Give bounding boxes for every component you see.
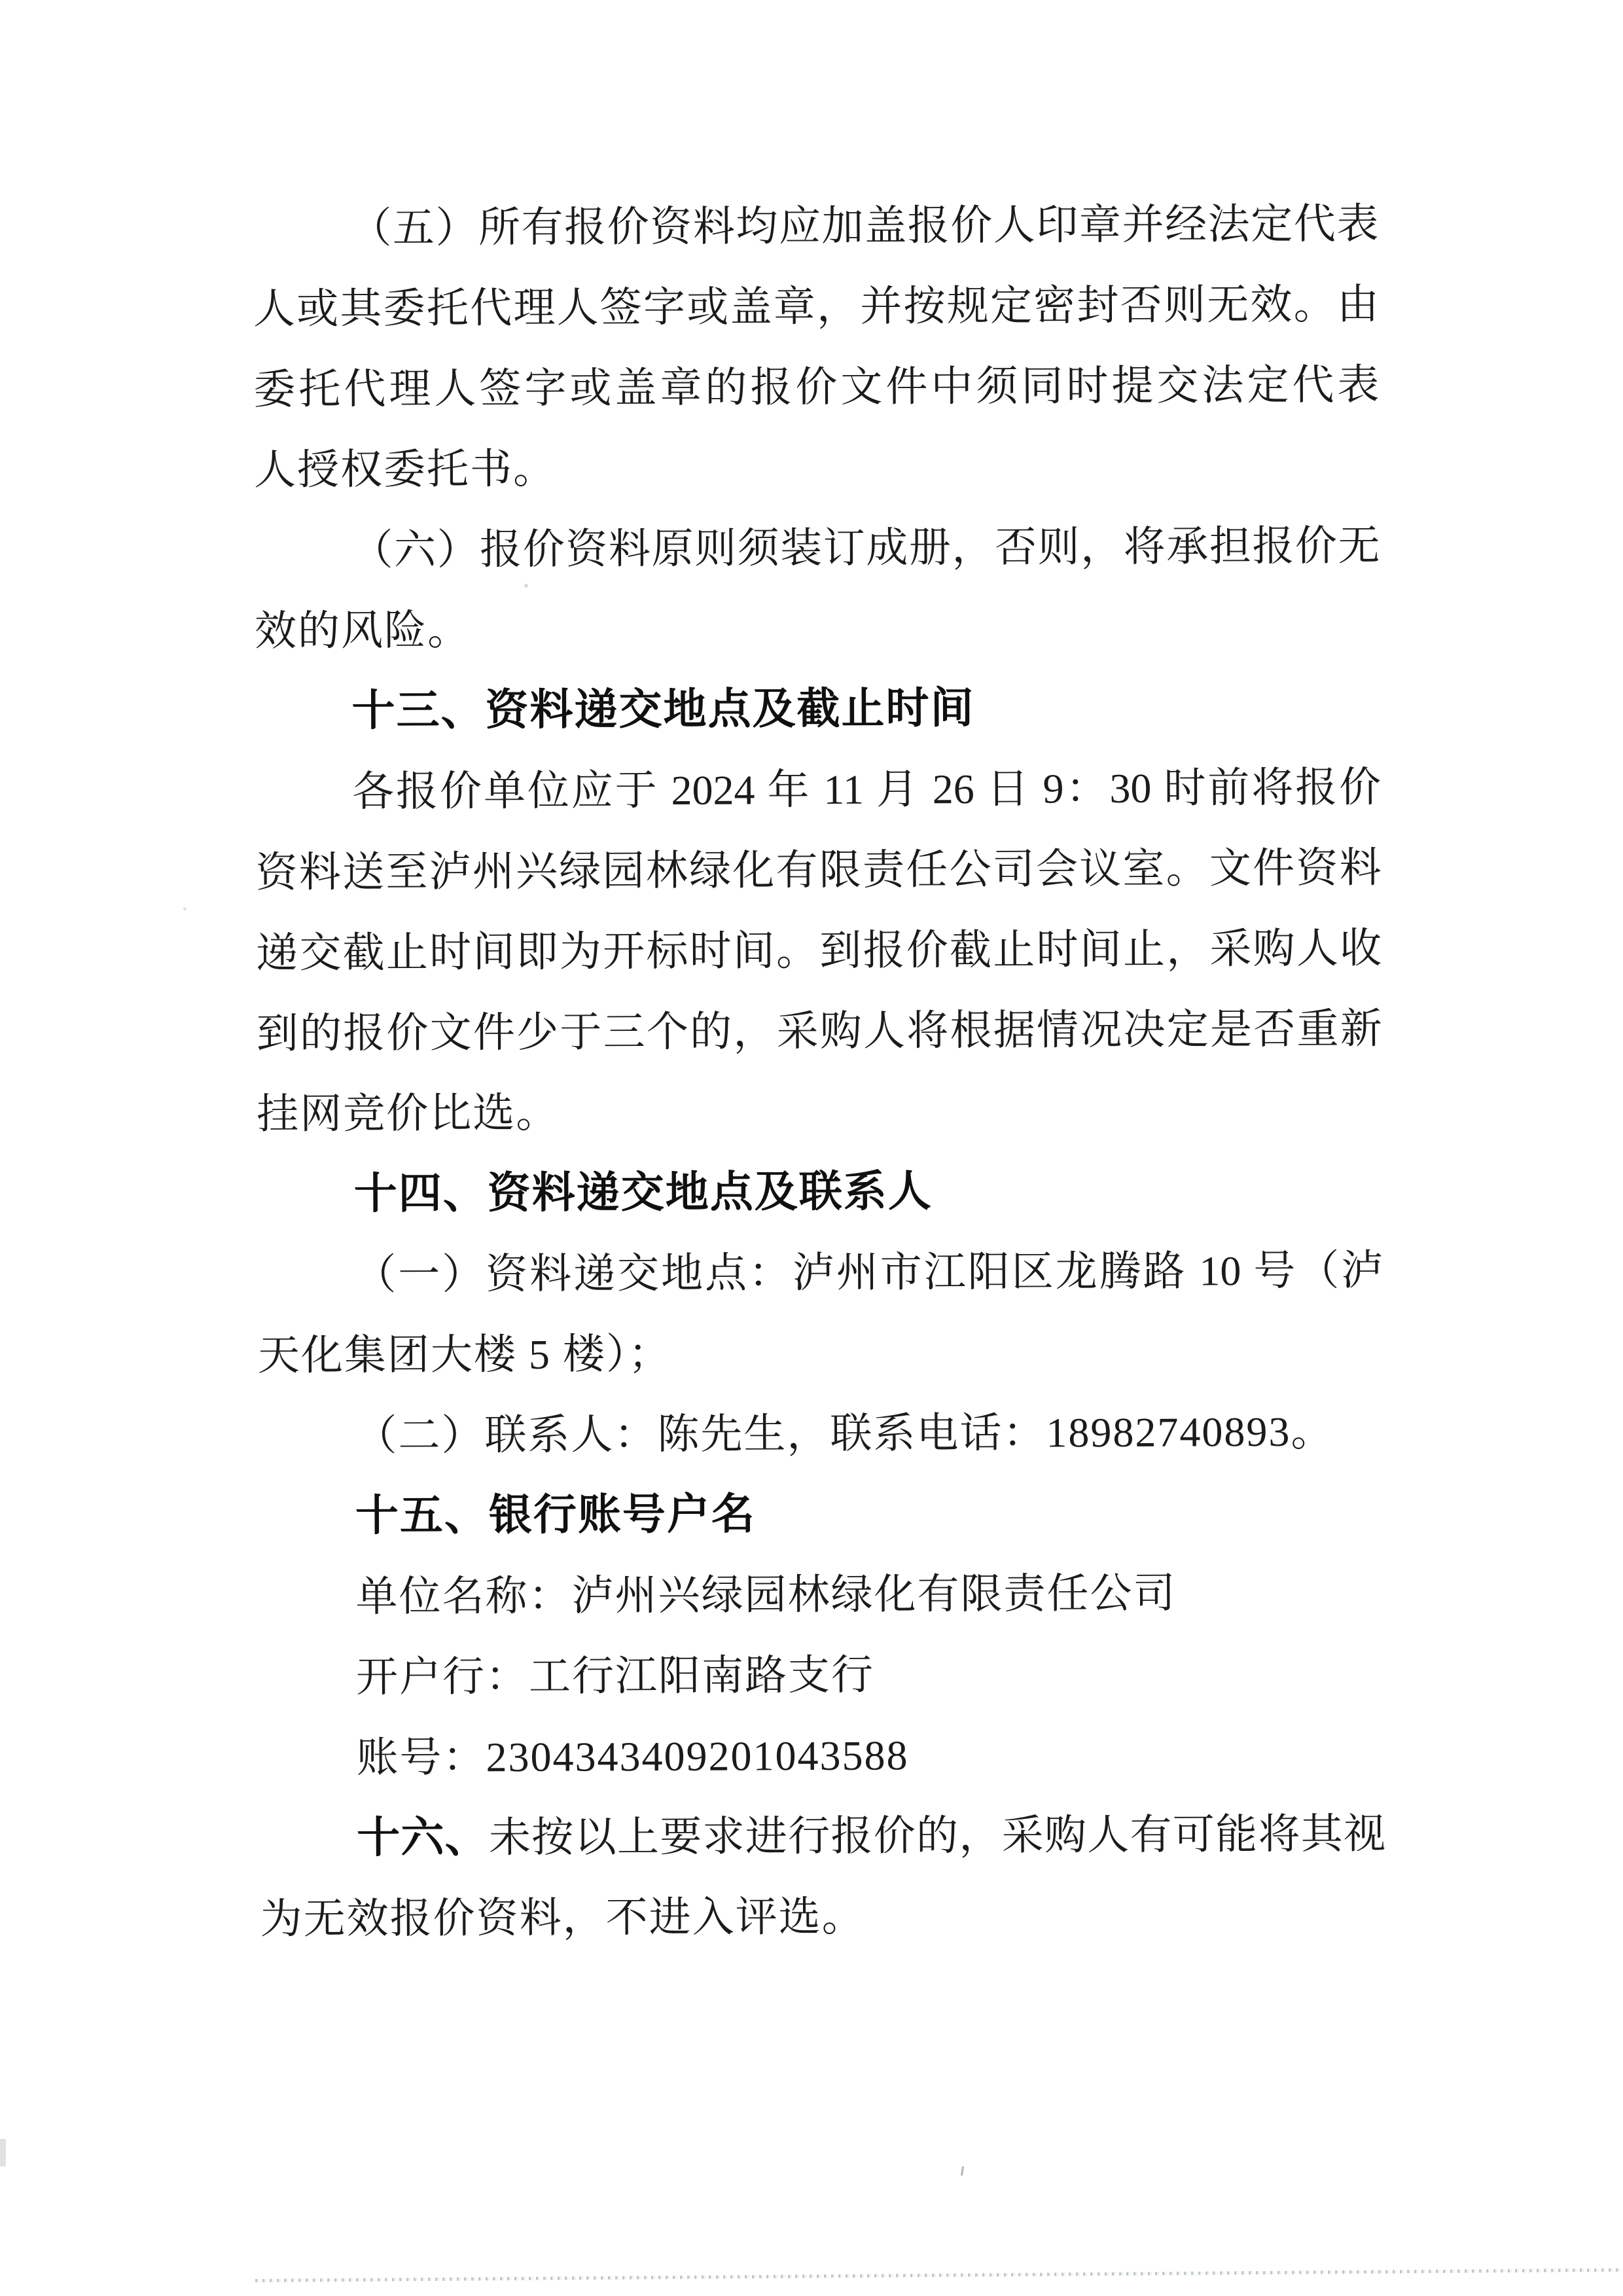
- text-line: （二）联系人：陈先生，联系电话：18982740893。: [355, 1408, 1334, 1460]
- text-line: （五）所有报价资料均应加盖报价人印章并经法定代表: [349, 200, 1379, 252]
- text-line: [260, 1793, 1386, 1879]
- text-block: [253, 183, 1386, 1959]
- heading-line: 十四、资料递交地点及联系人: [353, 1168, 933, 1219]
- text-line: （六）报价资料原则须装订成册，否则，将承担报价无: [351, 522, 1380, 574]
- text-line: 各报价单位应于 2024 年 11 月 26 日 9：30 时前将报价: [351, 764, 1382, 816]
- text-line: 委托代理人签字或盖章的报价文件中须同时提交法定代表: [253, 361, 1380, 413]
- text-line: 天化集团大楼 5 楼）；: [257, 1330, 672, 1379]
- scanner-edge-artifact: [0, 2139, 6, 2166]
- scan-speck: [183, 907, 187, 910]
- scanner-noise-strip: [255, 2269, 1623, 2282]
- text-line: 递交截止时间即为开标时间。到报价截止时间止，采购人收: [256, 925, 1382, 977]
- heading-line: 十五、银行账号户名: [355, 1490, 757, 1541]
- text-line: 到的报价文件少于三个的，采购人将根据情况决定是否重新: [256, 1005, 1382, 1057]
- text-line: 挂网竞价比选。: [257, 1089, 560, 1138]
- scan-speck: [961, 2166, 964, 2176]
- heading-prefix: 十六、: [356, 1814, 490, 1863]
- text-line: 开户行：工行江阳南路支行: [355, 1651, 875, 1701]
- text-line: 账号：2304343409201043588: [356, 1732, 909, 1782]
- text-line: 单位名称：泸州兴绿园林绿化有限责任公司: [355, 1570, 1177, 1621]
- text-line: 人或其委托代理人签字或盖章，并按规定密封否则无效。由: [253, 281, 1380, 332]
- scan-speck: [524, 584, 528, 588]
- text-line: 人授权委托书。: [253, 445, 557, 493]
- text-line: （一）资料递交地点：泸州市江阳区龙腾路 10 号（泸: [354, 1247, 1383, 1299]
- line-text: 未按以上要求进行报价的，采购人有可能将其视: [488, 1810, 1386, 1861]
- text-line: 效的风险。: [254, 607, 471, 655]
- text-line: 为无效报价资料，不进入评选。: [260, 1893, 865, 1943]
- heading-line: 十三、资料递交地点及截止时间: [351, 684, 975, 736]
- text-line: 资料送至泸州兴绿园林绿化有限责任公司会议室。文件资料: [255, 844, 1382, 896]
